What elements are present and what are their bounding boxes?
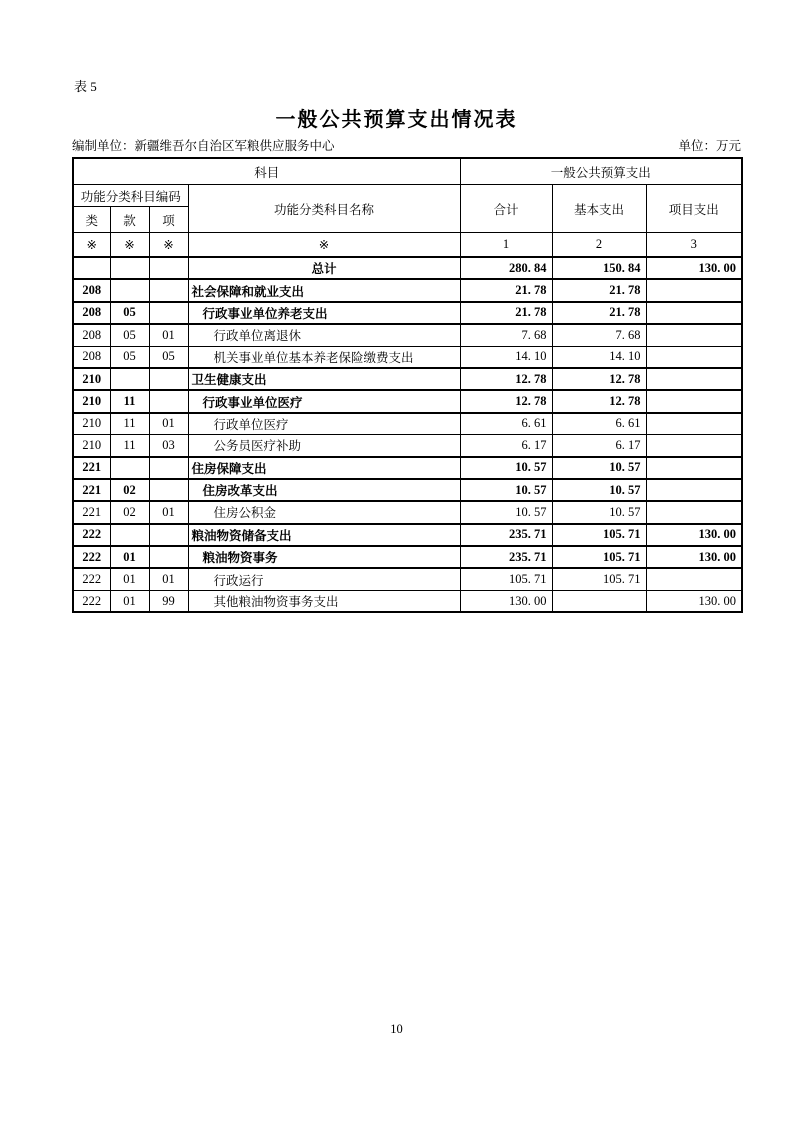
cell-section-code: 05 — [110, 346, 149, 368]
header-col-total: 合计 — [460, 185, 552, 233]
cell-basic-expenditure: 150. 84 — [552, 257, 646, 279]
budget-table — [72, 157, 743, 613]
cell-category-code: 210 — [73, 368, 110, 390]
ref-cell: ※ — [188, 233, 460, 258]
cell-total: 21. 78 — [460, 279, 552, 301]
cell-item-code: 05 — [149, 346, 188, 368]
cell-basic-expenditure: 10. 57 — [552, 501, 646, 523]
cell-category-code: 221 — [73, 479, 110, 501]
table-body — [73, 257, 742, 612]
cell-section-code: 02 — [110, 501, 149, 523]
page-title: 一般公共预算支出情况表 — [275, 109, 518, 131]
cell-category-code — [73, 257, 110, 279]
header-col-basic: 基本支出 — [552, 185, 646, 233]
cell-basic-expenditure: 21. 78 — [552, 279, 646, 301]
cell-subject-name: 住房公积金 — [188, 501, 460, 523]
cell-total: 280. 84 — [460, 257, 552, 279]
cell-category-code: 222 — [73, 590, 110, 612]
cell-item-code — [149, 546, 188, 568]
header-col-xiang: 项 — [149, 207, 188, 233]
header-col-name: 功能分类科目名称 — [188, 185, 460, 233]
cell-category-code: 222 — [73, 524, 110, 546]
ref-cell: 1 — [460, 233, 552, 258]
cell-item-code — [149, 368, 188, 390]
cell-category-code: 208 — [73, 279, 110, 301]
table-row — [73, 501, 742, 523]
cell-item-code — [149, 479, 188, 501]
table-row — [73, 390, 742, 412]
table-row — [73, 568, 742, 590]
cell-total: 12. 78 — [460, 390, 552, 412]
cell-basic-expenditure: 105. 71 — [552, 546, 646, 568]
cell-section-code: 11 — [110, 390, 149, 412]
cell-basic-expenditure: 6. 17 — [552, 435, 646, 457]
table-header — [73, 158, 742, 257]
cell-section-code: 02 — [110, 479, 149, 501]
header-budget-group: 一般公共预算支出 — [460, 158, 742, 185]
header-col-kuan: 款 — [110, 207, 149, 233]
header-code-group: 功能分类科目编码 — [73, 185, 188, 207]
cell-project-expenditure — [646, 390, 742, 412]
header-col-project: 项目支出 — [646, 185, 742, 233]
cell-basic-expenditure — [552, 590, 646, 612]
cell-item-code: 01 — [149, 501, 188, 523]
cell-total: 105. 71 — [460, 568, 552, 590]
ref-cell: 2 — [552, 233, 646, 258]
prepared-by-label: 编制单位：新疆维吾尔自治区军粮供应服务中心 — [72, 139, 335, 153]
table-row — [73, 302, 742, 324]
cell-item-code — [149, 302, 188, 324]
cell-section-code — [110, 368, 149, 390]
cell-basic-expenditure: 12. 78 — [552, 390, 646, 412]
header-subject-group: 科目 — [73, 158, 460, 185]
cell-item-code — [149, 524, 188, 546]
cell-subject-name: 社会保障和就业支出 — [188, 279, 460, 301]
cell-item-code: 01 — [149, 413, 188, 435]
cell-subject-name: 行政单位离退休 — [188, 324, 460, 346]
cell-subject-name: 行政事业单位医疗 — [188, 390, 460, 412]
ref-cell: ※ — [73, 233, 110, 258]
cell-total: 7. 68 — [460, 324, 552, 346]
table-row — [73, 324, 742, 346]
cell-basic-expenditure: 10. 57 — [552, 457, 646, 479]
header-ref-row — [73, 233, 742, 258]
table-row — [73, 479, 742, 501]
cell-project-expenditure — [646, 346, 742, 368]
cell-project-expenditure — [646, 368, 742, 390]
table-row — [73, 457, 742, 479]
cell-item-code: 03 — [149, 435, 188, 457]
cell-category-code: 208 — [73, 346, 110, 368]
cell-project-expenditure — [646, 279, 742, 301]
cell-project-expenditure — [646, 435, 742, 457]
cell-section-code: 11 — [110, 413, 149, 435]
table-row — [73, 524, 742, 546]
table-row — [73, 257, 742, 279]
cell-item-code: 01 — [149, 324, 188, 346]
cell-total: 130. 00 — [460, 590, 552, 612]
cell-project-expenditure — [646, 501, 742, 523]
cell-subject-name: 行政单位医疗 — [188, 413, 460, 435]
cell-project-expenditure — [646, 568, 742, 590]
table-row — [73, 546, 742, 568]
cell-basic-expenditure: 14. 10 — [552, 346, 646, 368]
table-row — [73, 590, 742, 612]
cell-item-code — [149, 457, 188, 479]
cell-subject-name: 公务员医疗补助 — [188, 435, 460, 457]
cell-basic-expenditure: 6. 61 — [552, 413, 646, 435]
cell-section-code: 05 — [110, 324, 149, 346]
table-row — [73, 368, 742, 390]
cell-section-code: 01 — [110, 590, 149, 612]
unit-label: 单位：万元 — [678, 139, 741, 153]
table-row — [73, 435, 742, 457]
cell-section-code — [110, 279, 149, 301]
cell-category-code: 210 — [73, 413, 110, 435]
table-row — [73, 279, 742, 301]
meta-row — [72, 136, 741, 154]
cell-basic-expenditure: 7. 68 — [552, 324, 646, 346]
page-number: 10 — [390, 1022, 403, 1036]
cell-section-code: 01 — [110, 568, 149, 590]
cell-subject-name: 粮油物资储备支出 — [188, 524, 460, 546]
cell-total: 10. 57 — [460, 501, 552, 523]
cell-subject-name: 行政运行 — [188, 568, 460, 590]
cell-section-code: 01 — [110, 546, 149, 568]
ref-cell: ※ — [110, 233, 149, 258]
cell-total: 10. 57 — [460, 457, 552, 479]
cell-total: 10. 57 — [460, 479, 552, 501]
cell-item-code: 01 — [149, 568, 188, 590]
cell-section-code: 11 — [110, 435, 149, 457]
ref-cell: ※ — [149, 233, 188, 258]
cell-category-code: 208 — [73, 324, 110, 346]
table-row — [73, 413, 742, 435]
cell-category-code: 221 — [73, 457, 110, 479]
header-code-group-row — [73, 185, 742, 207]
cell-subject-name: 行政事业单位养老支出 — [188, 302, 460, 324]
cell-item-code — [149, 279, 188, 301]
cell-item-code — [149, 390, 188, 412]
cell-project-expenditure: 130. 00 — [646, 524, 742, 546]
ref-cell: 3 — [646, 233, 742, 258]
cell-total: 6. 17 — [460, 435, 552, 457]
cell-category-code: 222 — [73, 568, 110, 590]
cell-subject-name: 住房改革支出 — [188, 479, 460, 501]
cell-project-expenditure — [646, 302, 742, 324]
cell-subject-name: 总计 — [188, 257, 460, 279]
cell-item-code — [149, 257, 188, 279]
cell-section-code — [110, 257, 149, 279]
cell-category-code: 221 — [73, 501, 110, 523]
cell-section-code — [110, 524, 149, 546]
cell-subject-name: 机关事业单位基本养老保险缴费支出 — [188, 346, 460, 368]
cell-item-code: 99 — [149, 590, 188, 612]
header-col-lei: 类 — [73, 207, 110, 233]
cell-category-code: 208 — [73, 302, 110, 324]
cell-basic-expenditure: 12. 78 — [552, 368, 646, 390]
table-row — [73, 346, 742, 368]
table-number-label: 表 5 — [74, 79, 97, 94]
cell-subject-name: 住房保障支出 — [188, 457, 460, 479]
cell-project-expenditure — [646, 324, 742, 346]
cell-project-expenditure — [646, 413, 742, 435]
cell-subject-name: 粮油物资事务 — [188, 546, 460, 568]
cell-project-expenditure: 130. 00 — [646, 257, 742, 279]
cell-project-expenditure — [646, 479, 742, 501]
cell-category-code: 210 — [73, 435, 110, 457]
cell-category-code: 210 — [73, 390, 110, 412]
cell-section-code: 05 — [110, 302, 149, 324]
cell-project-expenditure: 130. 00 — [646, 546, 742, 568]
cell-basic-expenditure: 21. 78 — [552, 302, 646, 324]
cell-basic-expenditure: 105. 71 — [552, 568, 646, 590]
cell-basic-expenditure: 105. 71 — [552, 524, 646, 546]
cell-subject-name: 卫生健康支出 — [188, 368, 460, 390]
cell-subject-name: 其他粮油物资事务支出 — [188, 590, 460, 612]
cell-project-expenditure — [646, 457, 742, 479]
cell-total: 21. 78 — [460, 302, 552, 324]
cell-section-code — [110, 457, 149, 479]
cell-total: 235. 71 — [460, 524, 552, 546]
cell-total: 12. 78 — [460, 368, 552, 390]
cell-project-expenditure: 130. 00 — [646, 590, 742, 612]
cell-total: 235. 71 — [460, 546, 552, 568]
header-group-row — [73, 158, 742, 185]
cell-basic-expenditure: 10. 57 — [552, 479, 646, 501]
cell-category-code: 222 — [73, 546, 110, 568]
cell-total: 6. 61 — [460, 413, 552, 435]
cell-total: 14. 10 — [460, 346, 552, 368]
